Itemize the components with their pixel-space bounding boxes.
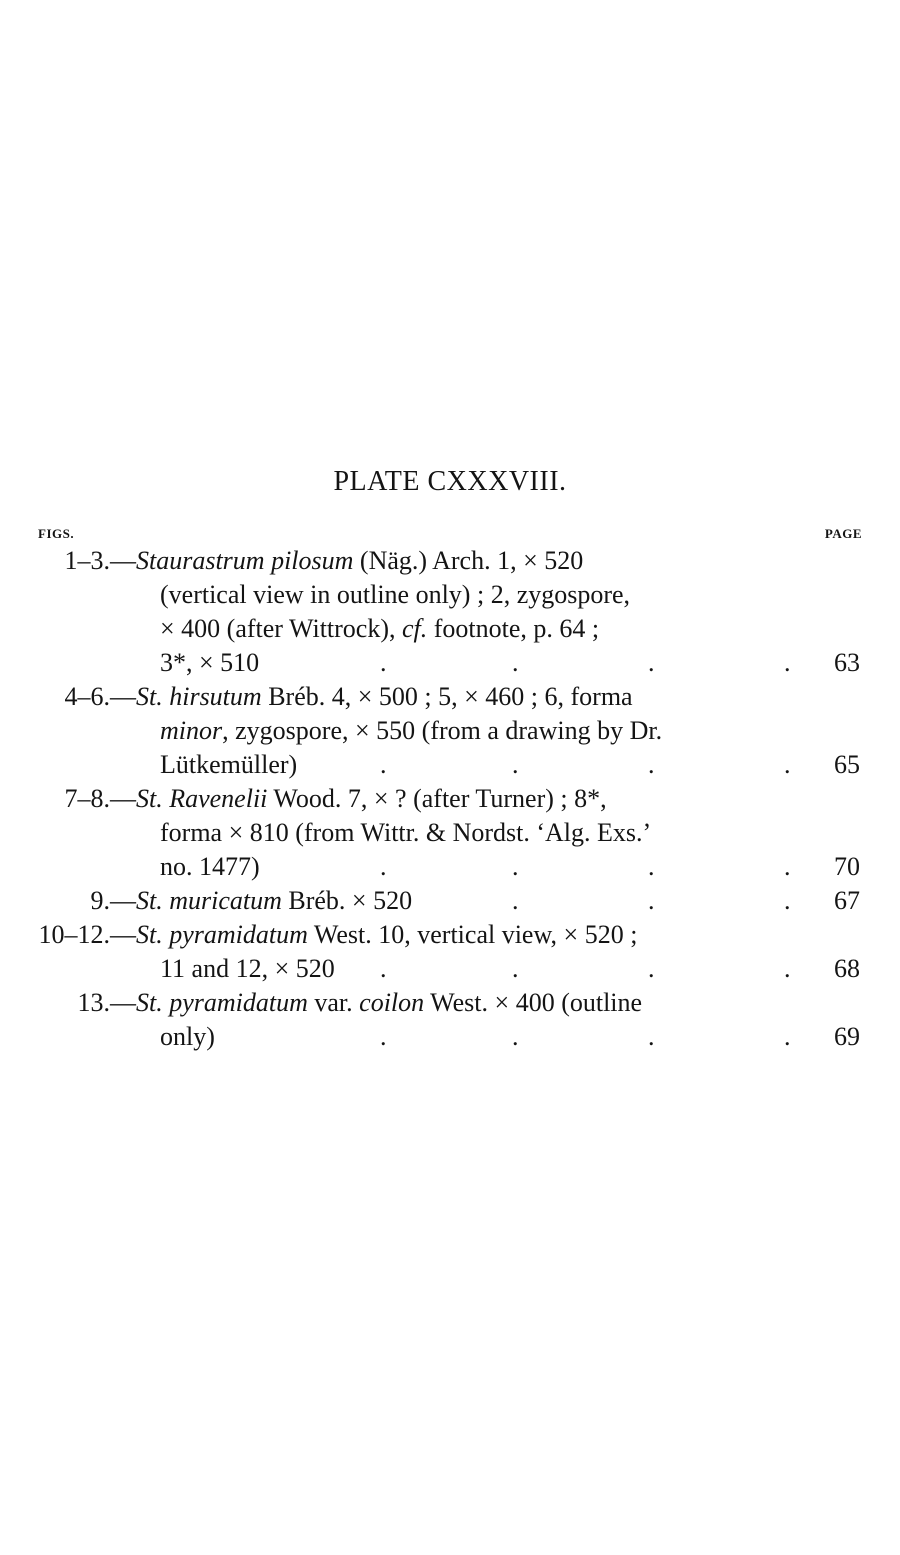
entry-text: [160, 952, 335, 986]
italic-text: cf.: [402, 614, 428, 643]
entry-text: [136, 918, 637, 952]
entry-text: [160, 816, 651, 850]
leader-dot: .: [784, 750, 791, 779]
roman-text: 3*, × 510: [160, 648, 260, 677]
figure-numbers: 9.—: [90, 886, 136, 915]
italic-text: St. pyramidatum: [136, 920, 308, 949]
italic-text: St. pyramidatum: [136, 988, 308, 1017]
figure-numbers: 1–3.—: [64, 546, 136, 575]
figure-numbers: 4–6.—: [64, 682, 136, 711]
leader-dot: .: [380, 852, 387, 881]
roman-text: footnote, p. 64 ;: [427, 614, 600, 643]
entry-line: [0, 680, 900, 714]
entry-line: [0, 612, 900, 646]
entry-line: [0, 918, 900, 952]
leader-dot: .: [648, 750, 655, 779]
roman-text: Wood. 7, × ? (after Turner) ; 8*,: [267, 784, 607, 813]
leader-dot: .: [784, 1022, 791, 1051]
leader-dot: .: [512, 852, 519, 881]
roman-text: × 400 (after Wittrock),: [160, 614, 402, 643]
entry-line: [0, 544, 900, 578]
italic-text: St. Ravenelii: [136, 784, 268, 813]
italic-text: St. muricatum: [136, 886, 282, 915]
leader-dot: .: [380, 1022, 387, 1051]
roman-text: (vertical view in outline only) ; 2, zygospore,: [160, 580, 631, 609]
entry-line: [0, 646, 900, 680]
italic-text: St. hirsutum: [136, 682, 262, 711]
entry-text: [136, 986, 642, 1020]
italic-text: Staurastrum pilosum: [136, 546, 354, 575]
figure-numbers: 10–12.—: [38, 920, 136, 949]
entry-line: [0, 884, 900, 918]
entry-text: [160, 850, 260, 884]
entry-text: [160, 748, 297, 782]
leader-dot: .: [380, 648, 387, 677]
leader-dot: .: [512, 954, 519, 983]
page-number: 65: [834, 750, 860, 779]
leader-dot: .: [784, 648, 791, 677]
roman-text: (Näg.) Arch. 1, × 520: [353, 546, 584, 575]
figs-column-header: FIGS.: [38, 526, 75, 541]
leader-dot: .: [784, 886, 791, 915]
entry-line: [0, 986, 900, 1020]
entry-line: [0, 952, 900, 986]
roman-text: forma × 810 (from Wittr. & Nordst. ‘Alg. Exs.’: [160, 818, 652, 847]
leader-dot: .: [648, 1022, 655, 1051]
leader-dot: .: [512, 648, 519, 677]
entry-line: [0, 578, 900, 612]
roman-text: West. 10, vertical view, × 520 ;: [307, 920, 638, 949]
leader-dot: .: [512, 750, 519, 779]
entry-line: [0, 1020, 900, 1054]
page-number: 67: [834, 886, 860, 915]
roman-text: only): [160, 1022, 215, 1051]
page-column-header: PAGE: [824, 526, 862, 541]
roman-text: Bréb. × 520: [281, 886, 413, 915]
page-number: 68: [834, 954, 860, 983]
entry-text: [160, 1020, 215, 1054]
entry-text: [160, 646, 259, 680]
entry-line: [0, 748, 900, 782]
roman-text: var.: [307, 988, 360, 1017]
leader-dot: .: [512, 886, 519, 915]
entry-line: [0, 714, 900, 748]
entry-text: [136, 544, 583, 578]
leader-dot: .: [784, 852, 791, 881]
entry-line: [0, 816, 900, 850]
leader-dot: .: [648, 886, 655, 915]
leader-dot: .: [380, 954, 387, 983]
roman-text: , zygospore, × 550 (from a drawing by Dr.: [222, 716, 663, 745]
page-number: 63: [834, 648, 860, 677]
roman-text: Lütkemüller): [160, 750, 298, 779]
plate-title: PLATE CXXXVIII.: [333, 466, 567, 497]
page-number: 70: [834, 852, 860, 881]
entry-text: [136, 782, 607, 816]
entry-text: [160, 714, 662, 748]
leader-dot: .: [784, 954, 791, 983]
roman-text: Bréb. 4, × 500 ; 5, × 460 ; 6, forma: [261, 682, 633, 711]
italic-text: minor: [160, 716, 223, 745]
page-number: 69: [834, 1022, 860, 1051]
entry-line: [0, 782, 900, 816]
leader-dot: .: [380, 750, 387, 779]
leader-dot: .: [648, 852, 655, 881]
leader-dot: .: [648, 954, 655, 983]
roman-text: West. × 400 (outline: [424, 988, 643, 1017]
figure-numbers: 7–8.—: [64, 784, 136, 813]
leader-dot: .: [648, 648, 655, 677]
entry-text: [160, 578, 630, 612]
leader-dot: .: [512, 1022, 519, 1051]
roman-text: no. 1477): [160, 852, 260, 881]
entry-text: [160, 612, 599, 646]
entry-text: [136, 884, 412, 918]
roman-text: 11 and 12, × 520: [160, 954, 335, 983]
italic-text: coilon: [359, 988, 425, 1017]
entry-line: [0, 850, 900, 884]
figure-numbers: 13.—: [77, 988, 136, 1017]
entry-text: [136, 680, 633, 714]
